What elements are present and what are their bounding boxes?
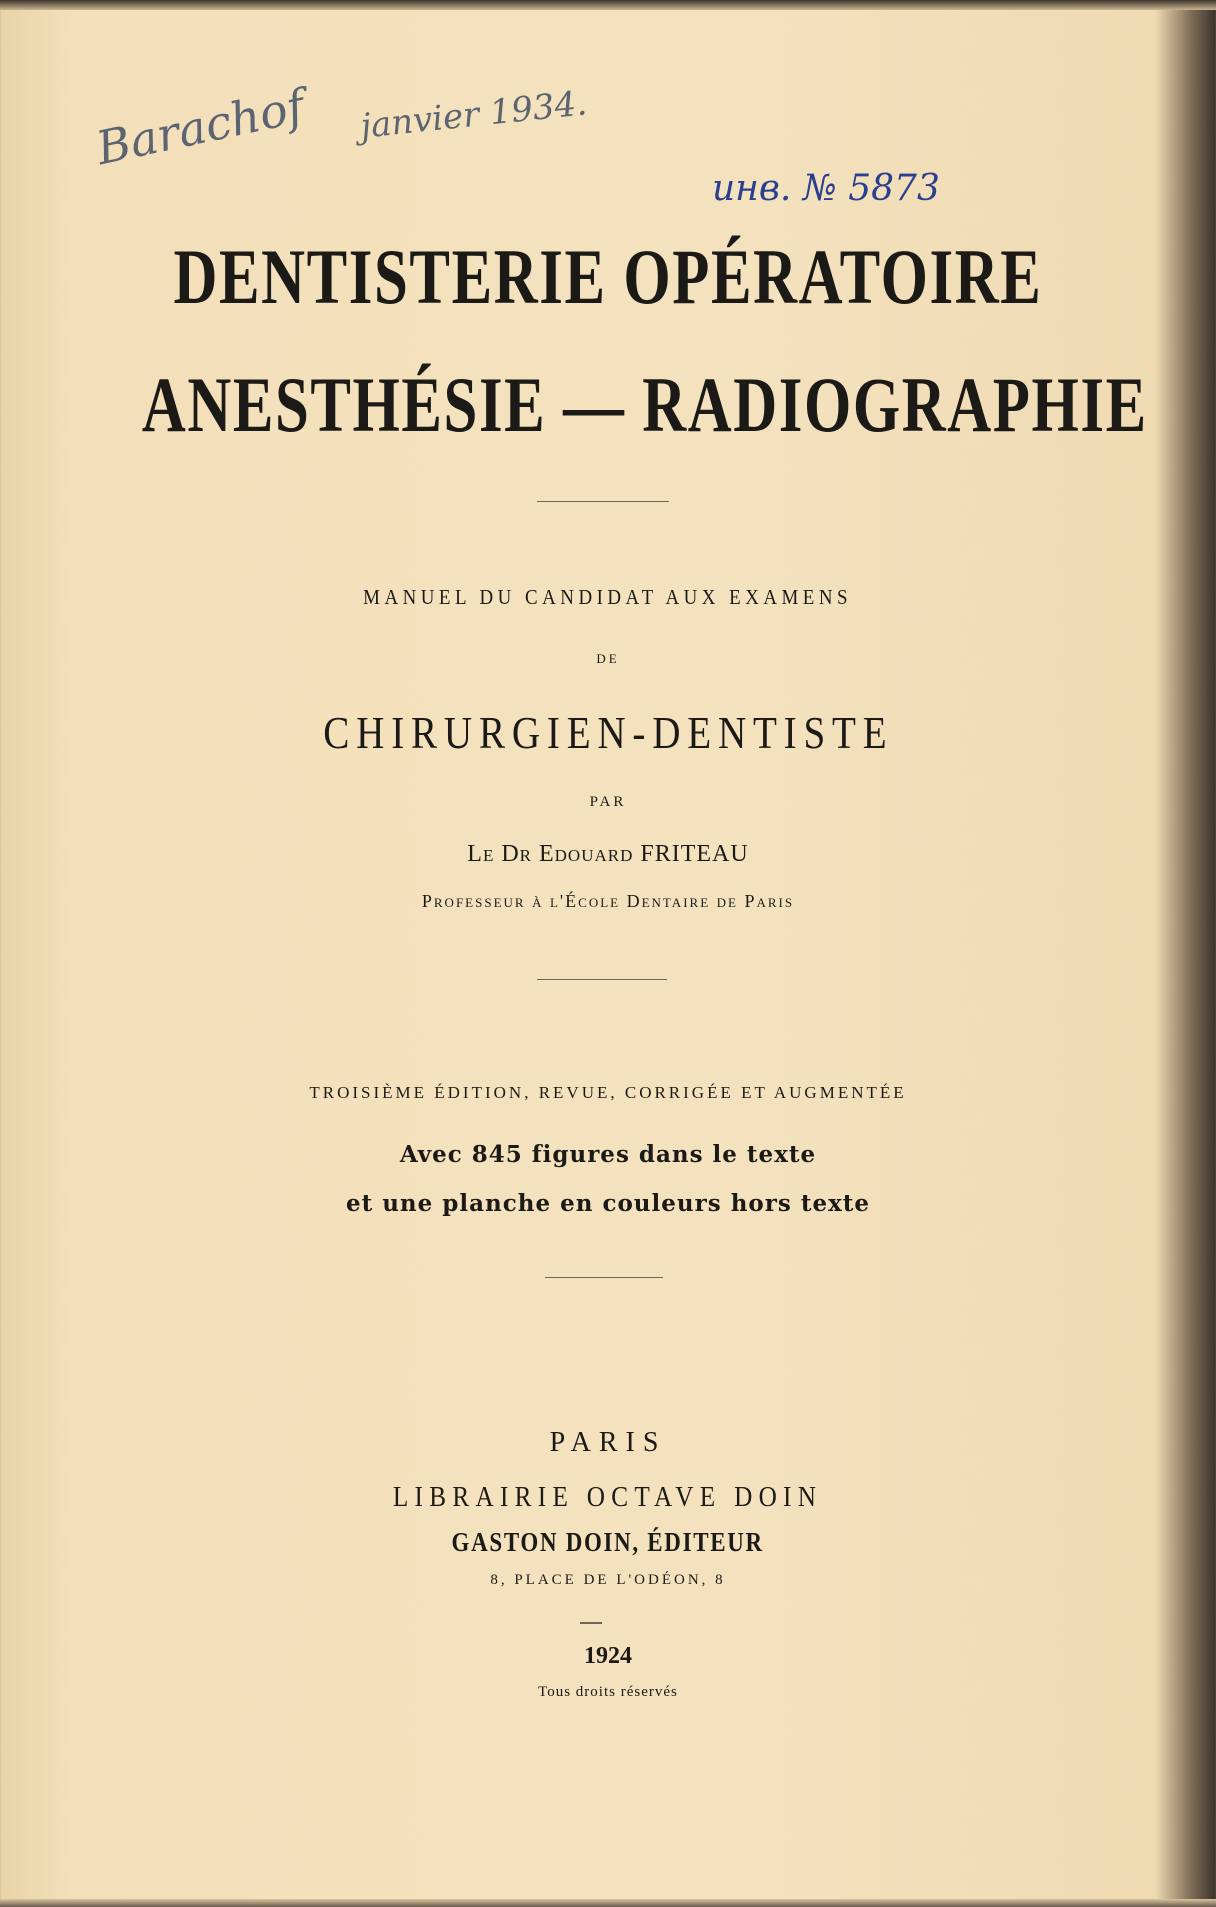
dash — [580, 1622, 602, 1624]
divider — [537, 501, 669, 502]
author: Le Dr Edouard FRITEAU — [467, 841, 749, 867]
inventory-number: инв. № 5873 — [712, 168, 940, 209]
publisher-editor: GASTON DOIN, ÉDITEUR — [451, 1527, 765, 1557]
publisher-address: 8, PLACE DE L'ODÉON, 8 — [490, 1572, 726, 1588]
edition-line: TROISIÈME ÉDITION, REVUE, CORRIGÉE ET AUGMENTÉE — [309, 1083, 907, 1102]
divider — [545, 1277, 663, 1278]
par-label: PAR — [589, 794, 627, 810]
profession: CHIRURGIEN-DENTISTE — [322, 707, 894, 758]
plate-line: et une planche en couleurs hors texte — [345, 1190, 871, 1217]
handwritten-signature: Barachof — [91, 78, 310, 176]
publisher-city: PARIS — [549, 1427, 667, 1458]
scan-top-edge — [0, 0, 1216, 10]
de-label: DE — [596, 651, 620, 666]
divider — [537, 979, 667, 980]
manual-subtitle: MANUEL DU CANDIDAT AUX EXAMENS — [363, 585, 853, 609]
author-title: Professeur à l'École Dentaire de Paris — [421, 891, 795, 911]
title-line-1: DENTISTERIE OPÉRATOIRE — [173, 233, 1043, 320]
title-line-2: ANESTHÉSIE — RADIOGRAPHIE — [141, 361, 1148, 448]
scan-bottom-edge — [0, 1899, 1216, 1907]
handwritten-date: janvier 1934. — [358, 83, 589, 147]
rights-notice: Tous droits réservés — [538, 1684, 678, 1700]
figures-line: Avec 845 figures dans le texte — [399, 1141, 817, 1168]
publisher-name: LIBRAIRIE OCTAVE DOIN — [393, 1482, 823, 1513]
publication-year: 1924 — [584, 1643, 632, 1669]
